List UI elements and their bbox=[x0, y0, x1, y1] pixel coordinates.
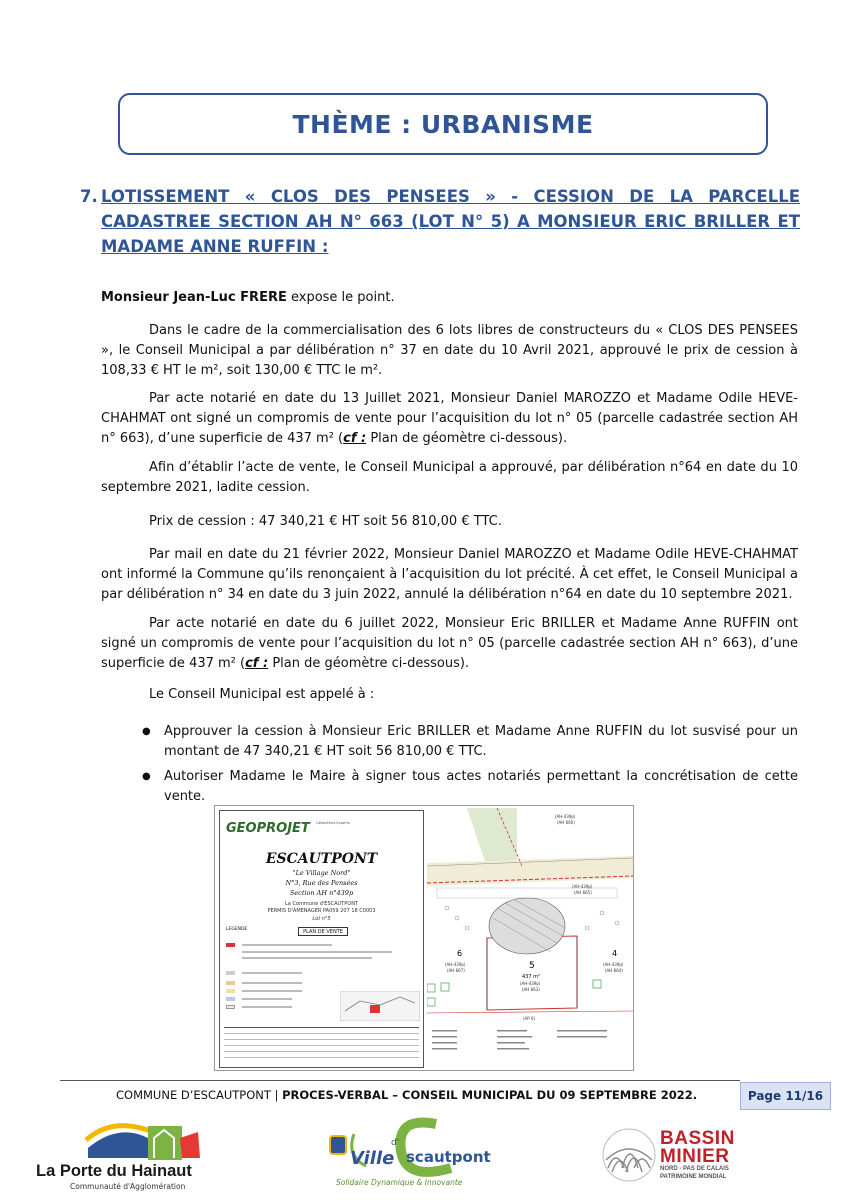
legend-swatch bbox=[226, 997, 235, 1001]
hainaut-emblem-icon bbox=[78, 1118, 208, 1164]
minier-word: MINIER bbox=[660, 1146, 730, 1167]
bassin-region: NORD - PAS DE CALAIS bbox=[660, 1166, 729, 1172]
plan-line-1: "Le Village Nord" bbox=[292, 869, 351, 877]
plan-line-2: N°3, Rue des Pensées bbox=[285, 879, 358, 887]
svg-text:(AH 665): (AH 665) bbox=[574, 890, 592, 895]
presenter-rest: expose le point. bbox=[286, 290, 395, 305]
footer-commune: COMMUNE D’ESCAUTPONT bbox=[116, 1088, 271, 1102]
paragraph-2-b: Plan de géomètre ci-dessous). bbox=[366, 431, 568, 446]
bullet-list bbox=[140, 722, 798, 812]
plan-sale-label: PLAN DE VENTE bbox=[298, 927, 348, 936]
hainaut-name: La Porte du Hainaut bbox=[36, 1162, 192, 1180]
paragraph-2-a: Par acte notarié en date du 13 Juillet 2021, Monsieur Daniel MAROZZO et Madame Odile HEVE-CHAHMAT ont signé un compromis de vente pour l’acquisition du lot n° 05 (parcelle cadastrée section AH n° 663), d’une superficie de 437 m² ( bbox=[101, 391, 798, 446]
lot-6-number: 6 bbox=[457, 949, 463, 958]
plan-town: ESCAUTPONT bbox=[265, 851, 378, 867]
paragraph-6 bbox=[101, 614, 798, 674]
section-title bbox=[80, 184, 800, 259]
svg-text:(AH 660): (AH 660) bbox=[557, 820, 575, 825]
legend-swatch bbox=[226, 981, 235, 985]
escaut-name: scautpont bbox=[406, 1148, 491, 1166]
paragraph-5: Par mail en date du 21 février 2022, Monsieur Daniel MAROZZO et Madame Odile HEVE-CHAHMAT ont informé la Commune qu’ils renonçaient à l’acquisition du lot précité. À cet effet, le Conseil Municipal a par délibération n° 34 en date du 3 juin 2022, annulé la délibération n°64 en date du 10 septembre 2021. bbox=[101, 547, 798, 602]
footer-text bbox=[116, 1088, 697, 1102]
presenter-paragraph bbox=[101, 288, 798, 308]
page-number-badge bbox=[740, 1082, 831, 1110]
paragraph-6-a: Par acte notarié en date du 6 juillet 2022, Monsieur Eric BRILLER et Madame Anne RUFFIN ont signé un compromis de vente pour l’acquisition du lot n° 05 (parcelle cadastrée section AH n° 663), d’une superficie de 437 m² ( bbox=[101, 616, 798, 671]
escautpont-logo bbox=[326, 1116, 491, 1196]
section-number: 7. bbox=[80, 187, 98, 206]
bassin-minier-emblem-icon bbox=[602, 1128, 656, 1182]
surveyor-plan bbox=[214, 805, 634, 1071]
bullet-item: ● Autoriser Madame le Maire à signer tous actes notariés permettant la concrétisation de cette vente. bbox=[140, 767, 798, 807]
lot-4-number: 4 bbox=[612, 949, 618, 958]
plan-revisions-table bbox=[224, 1027, 419, 1063]
plan-line-4: La Commune d'ESCAUTPONT bbox=[285, 901, 358, 907]
footer-separator: | bbox=[270, 1088, 283, 1102]
paragraph-3: Afin d’établir l’acte de vente, le Conseil Municipal a approuvé, par délibération n°64 en date du 10 septembre 2021, ladite cession. bbox=[101, 460, 798, 495]
svg-text:(AH-439p): (AH-439p) bbox=[520, 981, 541, 986]
porte-du-hainaut-logo bbox=[36, 1118, 211, 1193]
plan-legend: LEGENDE bbox=[226, 927, 248, 932]
legend-swatch bbox=[226, 1005, 235, 1009]
cf-label-2: cf : bbox=[245, 656, 269, 671]
svg-text:(AH 663): (AH 663) bbox=[522, 987, 540, 992]
paragraph-7: Le Conseil Municipal est appelé à : bbox=[149, 687, 375, 702]
presenter-name: Monsieur Jean-Luc FRERE bbox=[101, 290, 287, 305]
svg-text:(AP 6): (AP 6) bbox=[523, 1016, 536, 1021]
svg-text:(AH 664): (AH 664) bbox=[605, 968, 623, 973]
bassin-minier-logo bbox=[602, 1124, 822, 1190]
svg-text:(AH-439p): (AH-439p) bbox=[603, 962, 624, 967]
svg-text:(AH 667): (AH 667) bbox=[447, 968, 465, 973]
escaut-d: d' bbox=[391, 1138, 400, 1148]
svg-text:437 m²: 437 m² bbox=[522, 974, 541, 980]
paragraph-1: Dans le cadre de la commercialisation des 6 lots libres de constructeurs du « CLOS DES PENSEES », le Conseil Municipal a par délibération n° 37 en date du 10 Avril 2021, approuvé le prix de cession à 108,33 € HT le m², soit 130,00 € TTC le m². bbox=[101, 323, 798, 378]
legend-swatch bbox=[226, 989, 235, 993]
bassin-patrimoine: PATRIMOINE MONDIAL bbox=[660, 1174, 727, 1180]
section-title-text: LOTISSEMENT « CLOS DES PENSEES » - CESSION DE LA PARCELLE CADASTREE SECTION AH N° 663 (LOT N° 5) A MONSIEUR ERIC BRILLER ET MADAME ANNE RUFFIN : bbox=[101, 187, 800, 256]
geoprojet-logo: GEOPROJET bbox=[226, 821, 310, 836]
svg-text:(AH-439p): (AH-439p) bbox=[572, 884, 593, 889]
bullet-item: ● Approuver la cession à Monsieur Eric BRILLER et Madame Anne RUFFIN du lot susvisé pour un montant de 47 340,21 € HT soit 56 810,00 € TTC. bbox=[140, 722, 798, 762]
plan-line-6: Lot n°5 bbox=[312, 916, 331, 922]
escaut-tagline: Solidaire Dynamique & Innovante bbox=[336, 1178, 463, 1187]
bassin-word: BASSIN bbox=[660, 1128, 735, 1149]
hainaut-sub: Communauté d'Agglomération bbox=[70, 1182, 186, 1191]
parcel-drawing bbox=[427, 808, 633, 1070]
paragraph-4: Prix de cession : 47 340,21 € HT soit 56 810,00 € TTC. bbox=[149, 514, 502, 529]
svg-text:(AH-439p): (AH-439p) bbox=[445, 962, 466, 967]
paragraph-2 bbox=[101, 389, 798, 449]
plan-line-3: Section AH n°439p bbox=[289, 889, 354, 897]
theme-header bbox=[118, 93, 768, 155]
plan-title-block bbox=[219, 810, 424, 1068]
lot-5-number: 5 bbox=[529, 961, 535, 971]
legend-swatch bbox=[226, 943, 235, 947]
location-map-thumb bbox=[340, 991, 420, 1021]
legend-swatch bbox=[226, 971, 235, 975]
paragraph-6-b: Plan de géomètre ci-dessous). bbox=[268, 656, 470, 671]
footer-divider bbox=[60, 1080, 740, 1081]
theme-title: THÈME : URBANISME bbox=[292, 109, 594, 139]
svg-text:(AH-439p): (AH-439p) bbox=[555, 814, 576, 819]
page-number: Page 11/16 bbox=[747, 1089, 824, 1103]
cf-label: cf : bbox=[343, 431, 367, 446]
plan-line-5: PERMIS D'AMENAGER PA059 207 18 C0003 bbox=[267, 908, 376, 914]
footer-pv: PROCES-VERBAL – CONSEIL MUNICIPAL DU 09 SEPTEMBRE 2022. bbox=[282, 1088, 698, 1102]
escaut-ville: Ville bbox=[350, 1148, 395, 1169]
geoprojet-subtitle: Géomètres-Experts bbox=[316, 821, 350, 825]
